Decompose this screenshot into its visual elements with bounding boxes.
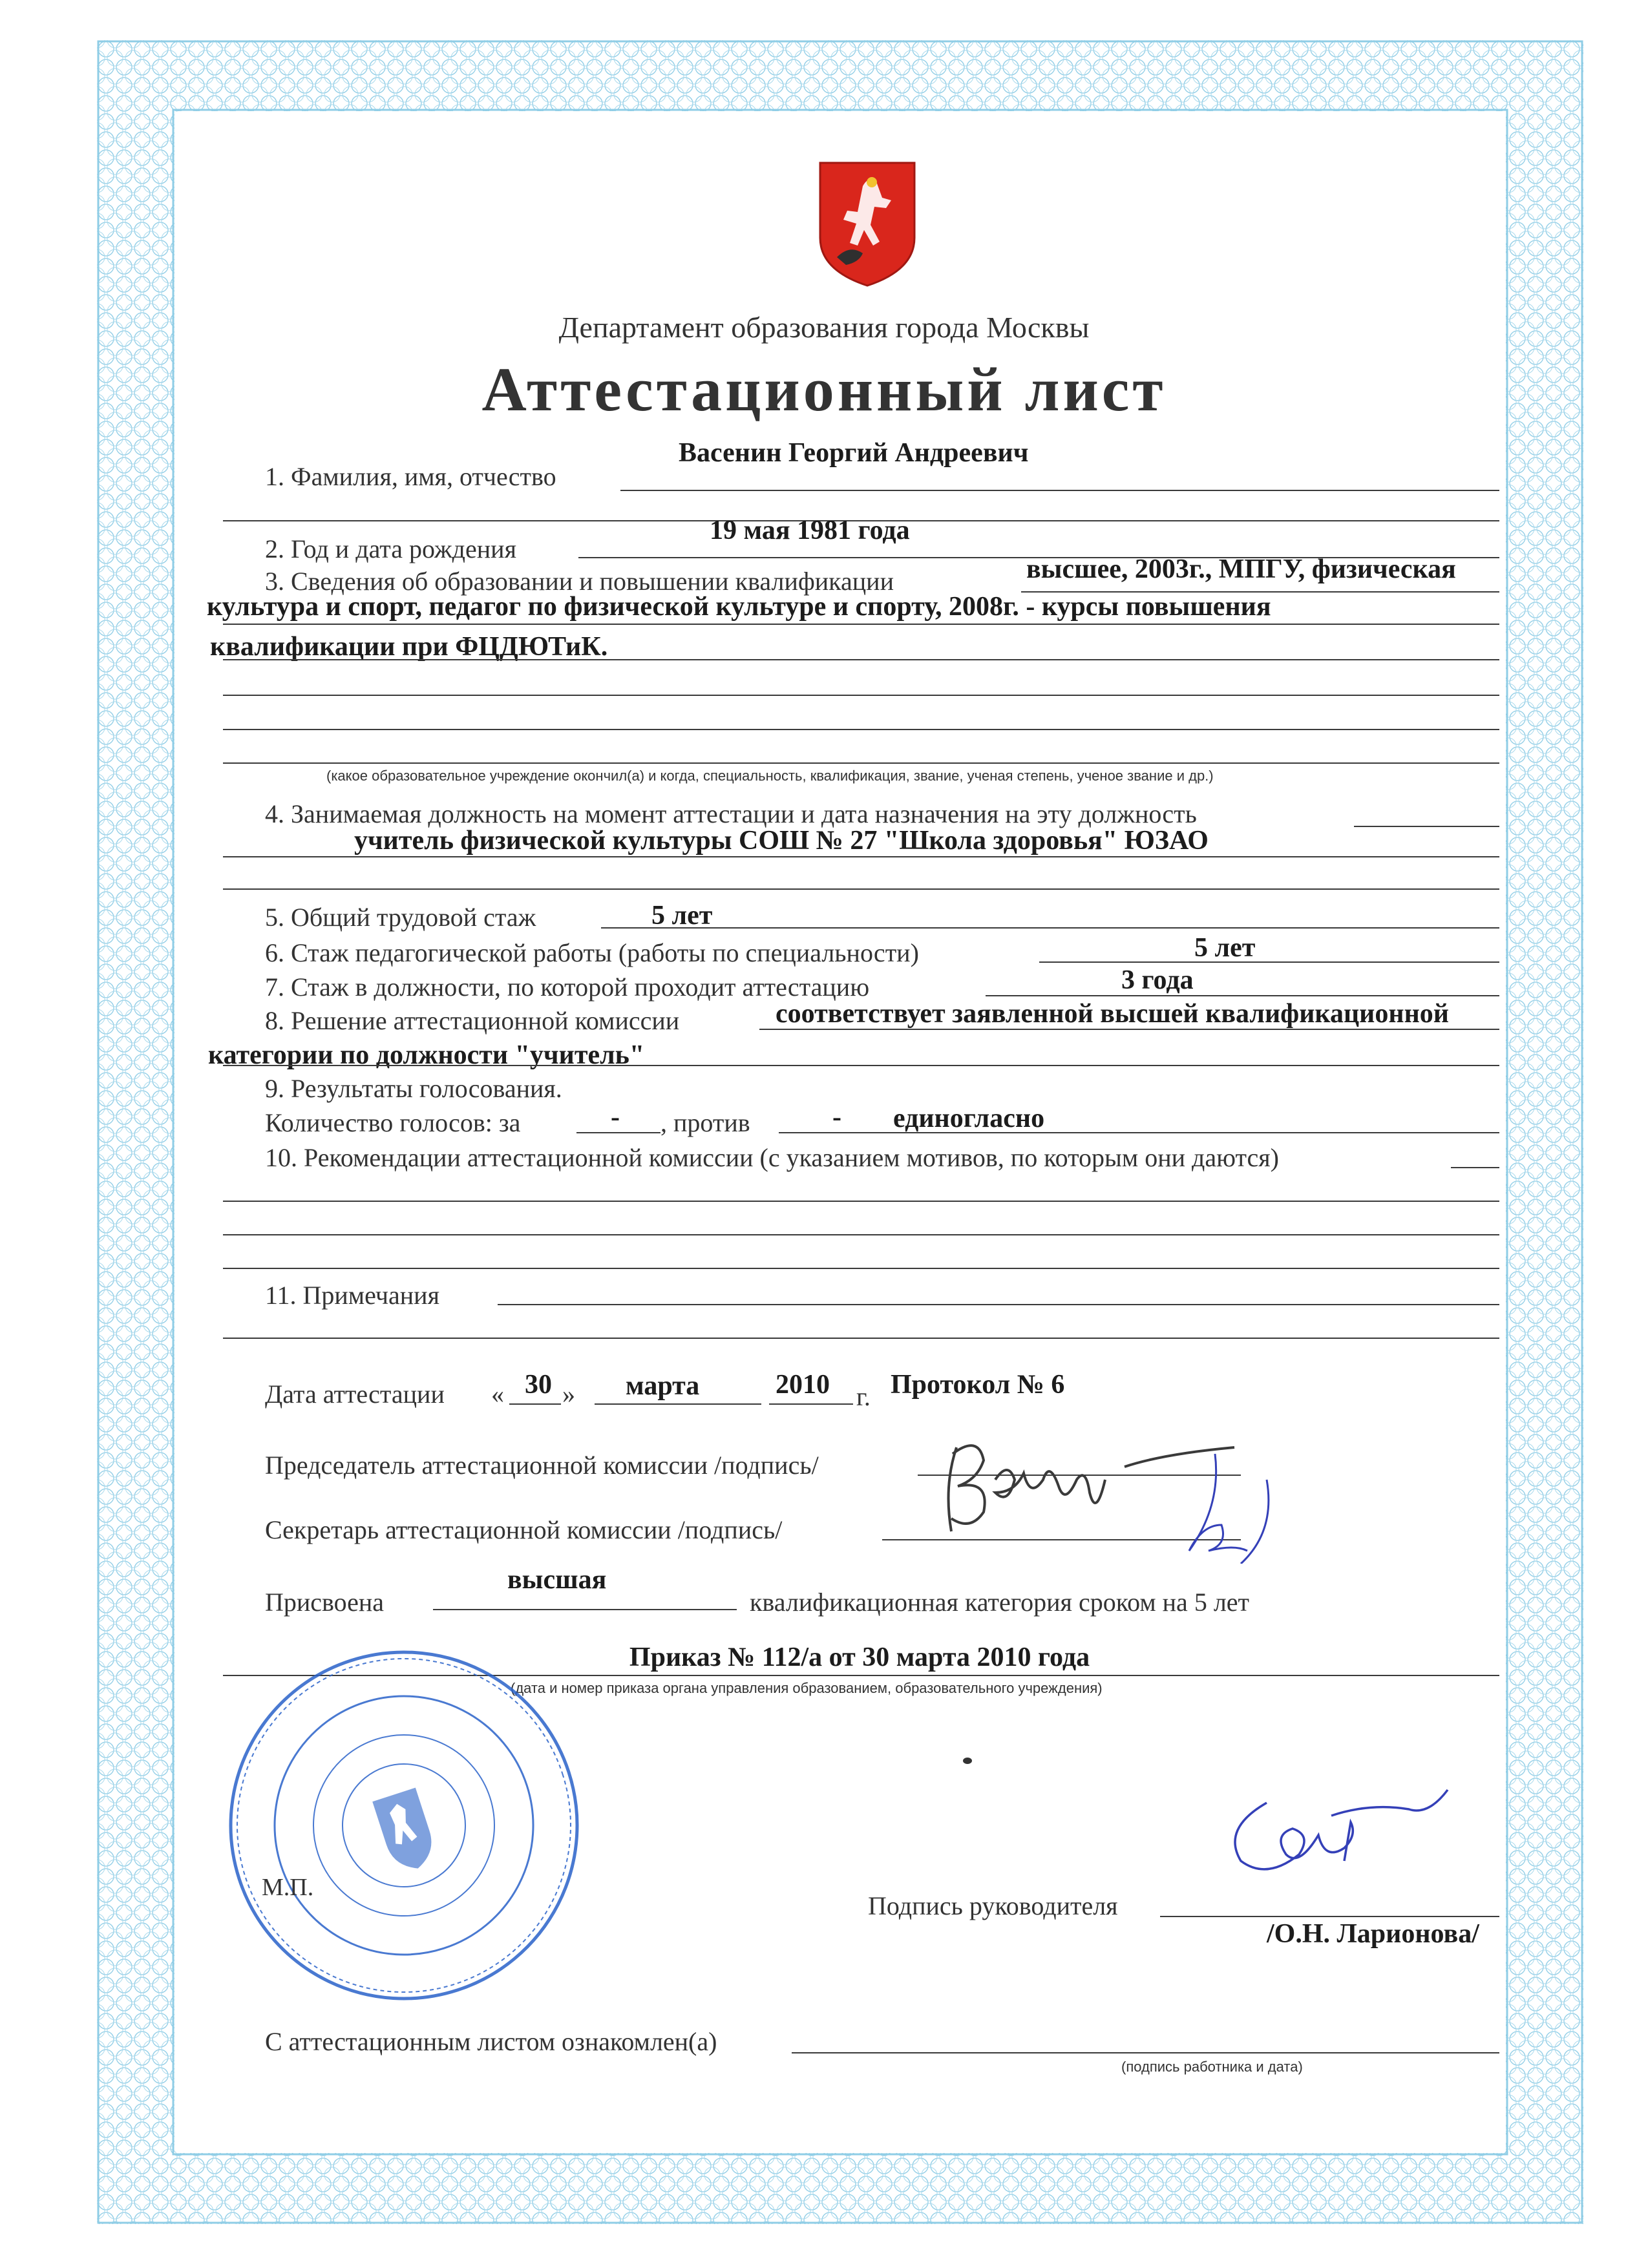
year-suffix: г. (856, 1382, 871, 1411)
education-label: 3. Сведения об образовании и повышении квалификации (265, 567, 894, 596)
order-value: Приказ № 112/а от 30 марта 2010 года (629, 1643, 1090, 1672)
recommendations-line-2 (223, 1201, 1499, 1202)
education-line-2 (223, 624, 1499, 625)
votes-against-label: , против (660, 1108, 750, 1137)
decision-line-2 (223, 1065, 1499, 1066)
secretary-signature (1170, 1447, 1260, 1590)
position-line-1 (1354, 826, 1499, 827)
education-value-line-2: культура и спорт, педагог по физической культуре и спорту, 2008г. - курсы повышения (207, 592, 1271, 622)
moscow-coat-of-arms-icon (818, 160, 917, 288)
education-hint: (какое образовательное учреждение окончил(а) и когда, специальность, квалификация, звание, ученая степень, ученое звание и др.) (326, 768, 1214, 784)
position-experience-line (986, 995, 1499, 996)
fio-value: Васенин Георгий Андреевич (679, 438, 1029, 468)
notes-line-1 (498, 1304, 1499, 1305)
education-line-5 (223, 729, 1499, 730)
date-quote-close: » (562, 1380, 575, 1409)
secretary-signature-label: Секретарь аттестационной комиссии /подпись/ (265, 1515, 783, 1544)
document-title: Аттестационный лист (481, 355, 1167, 424)
acquainted-hint: (подпись работника и дата) (1121, 2059, 1303, 2075)
attestation-date-label: Дата аттестации (265, 1380, 445, 1409)
assigned-label: Присвоена (265, 1588, 385, 1617)
total-experience-line (601, 927, 1499, 929)
pedagogical-experience-value: 5 лет (1194, 933, 1256, 963)
attestation-day-line (509, 1403, 561, 1405)
attestation-year: 2010 (776, 1370, 830, 1400)
education-line-4 (223, 695, 1499, 696)
head-signature-line (1160, 1916, 1499, 1917)
date-quote-open: « (491, 1380, 504, 1409)
votes-against-line (779, 1132, 1499, 1133)
attestation-year-line (769, 1403, 853, 1405)
total-experience-value: 5 лет (651, 901, 713, 930)
decision-value-line-2: категории по должности "учитель" (208, 1040, 645, 1070)
position-line-3 (223, 888, 1499, 890)
attestation-month-line (595, 1403, 761, 1405)
votes-for-label: Количество голосов: за (265, 1108, 521, 1137)
fio-label: 1. Фамилия, имя, отчество (265, 462, 556, 491)
birth-value: 19 мая 1981 года (710, 516, 910, 545)
recommendations-line-4 (223, 1268, 1499, 1269)
votes-against-value: - (832, 1102, 841, 1132)
decision-label: 8. Решение аттестационной комиссии (265, 1006, 680, 1035)
assigned-line (433, 1609, 737, 1610)
education-value-line-3: квалификации при ФЦДЮТиК. (210, 632, 608, 662)
recommendations-line-1 (1451, 1167, 1499, 1168)
votes-for-value: - (611, 1102, 620, 1132)
position-experience-label: 7. Стаж в должности, по которой проходит аттестацию (265, 972, 870, 1002)
fio-line (620, 490, 1499, 491)
education-line-6 (223, 762, 1499, 764)
order-hint: (дата и номер приказа органа управления образованием, образовательного учреждения) (511, 1680, 1103, 1696)
acquainted-label: С аттестационным листом ознакомлен(а) (265, 2027, 717, 2056)
recommendations-label: 10. Рекомендации аттестационной комиссии (с указанием мотивов, по которым они даются) (265, 1143, 1279, 1172)
position-value: учитель физической культуры СОШ № 27 "Школа здоровья" ЮЗАО (354, 826, 1209, 856)
protocol-number: Протокол № 6 (891, 1370, 1065, 1400)
votes-result: единогласно (893, 1104, 1045, 1133)
position-line-2 (223, 856, 1499, 857)
pedagogical-experience-line (1039, 961, 1499, 963)
head-name: /О.Н. Ларионова/ (1267, 1919, 1479, 1949)
pedagogical-experience-label: 6. Стаж педагогической работы (работы по специальности) (265, 938, 919, 967)
notes-line-2 (223, 1338, 1499, 1339)
stamp-placeholder-mark: М.П. (262, 1874, 314, 1901)
birth-label: 2. Год и дата рождения (265, 534, 516, 563)
department-name: Департамент образования города Москвы (558, 311, 1090, 344)
education-value-line-1: высшее, 2003г., МПГУ, физическая (1026, 554, 1456, 584)
total-experience-label: 5. Общий трудовой стаж (265, 903, 536, 932)
official-stamp (223, 1644, 585, 2006)
acquainted-line (792, 2052, 1499, 2053)
attestation-month: марта (626, 1371, 700, 1401)
position-experience-value: 3 года (1121, 965, 1194, 995)
recommendations-line-3 (223, 1234, 1499, 1235)
chair-signature-label: Председатель аттестационной комиссии /подпись/ (265, 1451, 819, 1480)
vote-label: 9. Результаты голосования. (265, 1074, 562, 1103)
head-signature (1215, 1783, 1461, 1880)
votes-for-line (576, 1132, 660, 1133)
education-line-3 (223, 659, 1499, 660)
ink-speck (963, 1758, 972, 1764)
attestation-day: 30 (525, 1370, 552, 1400)
decision-value-line-1: соответствует заявленной высшей квалификационной (776, 999, 1449, 1029)
notes-label: 11. Примечания (265, 1281, 439, 1310)
decision-line-1 (759, 1029, 1499, 1030)
assigned-category-value: высшая (507, 1565, 607, 1595)
head-signature-label: Подпись руководителя (868, 1891, 1118, 1920)
assigned-suffix: квалификационная категория сроком на 5 лет (750, 1588, 1250, 1617)
position-label: 4. Занимаемая должность на момент аттестации и дата назначения на эту должность (265, 799, 1197, 828)
